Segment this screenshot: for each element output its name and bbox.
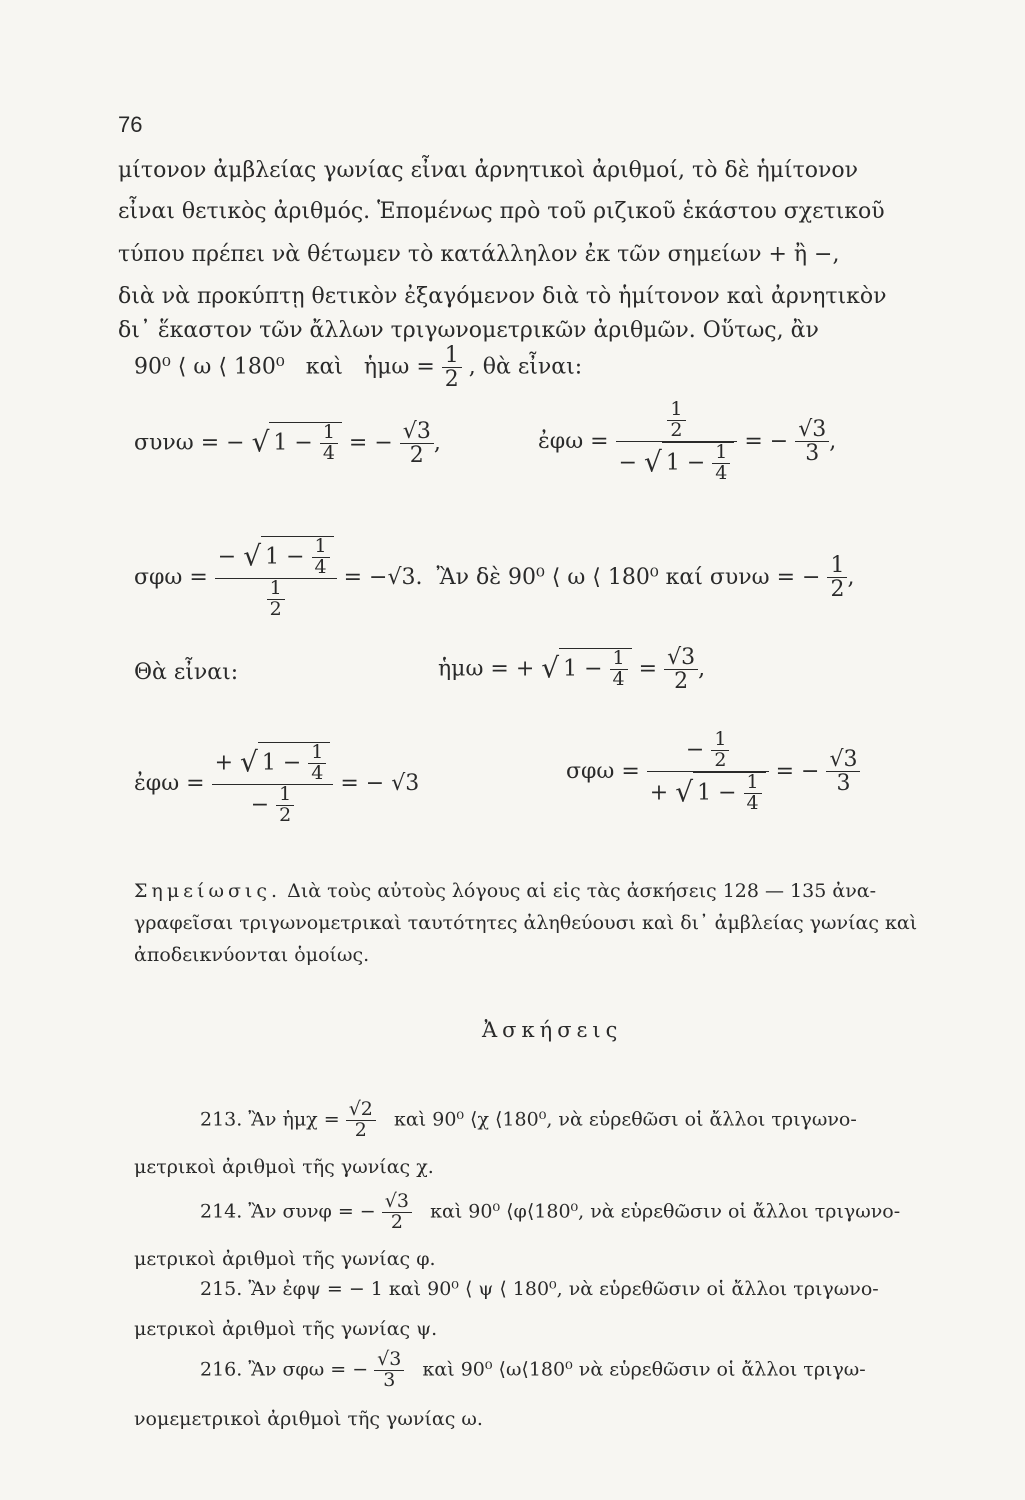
- inner-fraction: [667, 400, 685, 441]
- fraction-numerator: √3: [374, 1350, 404, 1371]
- fraction-denominator: 2: [390, 1210, 403, 1233]
- sqrt-content: [269, 422, 342, 464]
- fraction-numerator: 1: [827, 554, 847, 578]
- fraction-numerator: √3: [826, 748, 860, 772]
- synw-lhs: συνω = −: [134, 430, 245, 456]
- comma: ,: [433, 430, 441, 456]
- sqrt-icon: √: [243, 539, 262, 573]
- radicand-fraction: [320, 423, 338, 464]
- exercise-216-cont: νομεμετρικοὶ ἀριθμοὶ τῆς γωνίας ω.: [134, 1408, 483, 1430]
- synw-result: [400, 420, 434, 467]
- efw2-fraction: [212, 742, 334, 826]
- fraction-numerator: √3: [400, 420, 434, 444]
- condition-range: 90⁰ ⟨ ω ⟨ 180⁰: [134, 354, 285, 380]
- inner-fraction: [276, 782, 294, 826]
- fraction-denominator: 2: [409, 443, 424, 469]
- note-text-1: Διὰ τοὺς αὐτοὺς λόγους αἱ εἰς τὰς ἀσκήσεις 128 — 135 ἀνα-: [287, 880, 876, 902]
- condition-fraction: [442, 344, 462, 391]
- radicand-fraction: [312, 537, 330, 578]
- paragraph-line-5: δι᾽ ἕκαστον τῶν ἄλλων τριγωνομετρικῶν ἀριθμῶν. Οὕτως, ἂν: [118, 318, 819, 343]
- fraction-denominator: 3: [383, 1368, 396, 1391]
- fraction-denominator: 2: [354, 1118, 367, 1141]
- fraction-numerator: [616, 400, 738, 442]
- fraction-denominator: 3: [805, 441, 820, 467]
- fraction-numerator: 1: [712, 443, 730, 464]
- exercise-216: [200, 1350, 866, 1391]
- sfw1-last-fraction: [827, 554, 847, 601]
- radicand-fraction: [610, 649, 628, 690]
- radicand-text: 1 −: [261, 750, 309, 776]
- exercise-text: καὶ 90⁰ ⟨φ⟨180⁰, νὰ εὑρεθῶσιν οἱ ἄλλοι τριγωνο-: [430, 1200, 901, 1223]
- synw-eq: = −: [348, 430, 393, 456]
- radicand-text: 1 −: [697, 780, 744, 806]
- efw2-lhs: ἐφω =: [134, 770, 205, 796]
- radicand-text: 1 −: [563, 656, 610, 682]
- comma: ,: [847, 564, 855, 590]
- efw2-result: = − √3: [340, 770, 420, 796]
- radicand-fraction: [712, 440, 730, 484]
- fraction-denominator: 4: [746, 791, 759, 814]
- condition-kai: καὶ: [305, 354, 343, 380]
- fraction-numerator: 1: [320, 423, 338, 444]
- note-line-2: γραφεῖσαι τριγωνομετρικαὶ ταυτότητες ἀληθεύουσι καὶ δι᾽ ἀμβλείας γωνίας καὶ: [134, 912, 918, 934]
- fraction-numerator: √3: [382, 1192, 412, 1213]
- sqrt-content: [258, 742, 331, 784]
- sqrt-icon: √: [541, 651, 560, 685]
- exercise-start: 213. Ἂν ἡμχ =: [200, 1108, 340, 1131]
- fraction-numerator: 1: [308, 743, 326, 764]
- paragraph-line-2: εἶναι θετικὸς ἀριθμός. Ἑπομένως πρὸ τοῦ ριζικοῦ ἑκάστου σχετικοῦ: [118, 199, 885, 224]
- exercise-fraction: [382, 1192, 412, 1233]
- sfw1-fraction: [215, 536, 337, 620]
- condition-tail: , θὰ εἶναι:: [468, 354, 583, 380]
- paragraph-line-1: μίτονον ἀμβλείας γωνίας εἶναι ἀρνητικοὶ ἀριθμοί, τὸ δὲ ἡμίτονον: [118, 158, 859, 183]
- hmw-eq: =: [638, 656, 658, 682]
- equation-hmw: [438, 646, 705, 693]
- fraction-numerator: 1: [276, 785, 294, 806]
- sqrt-icon: √: [240, 745, 258, 779]
- exercise-start: 216. Ἂν σφω = −: [200, 1358, 369, 1381]
- fraction-denominator: 2: [830, 577, 845, 603]
- fraction-denominator: 4: [612, 668, 625, 691]
- fraction-numerator: √3: [664, 646, 698, 670]
- efw1-result: [795, 418, 829, 465]
- radicand-fraction: [744, 770, 762, 814]
- label-tha-einai: Θὰ εἶναι:: [134, 660, 239, 685]
- fraction-denominator: + √ 1 − $\frac{1}{4}$: [647, 772, 769, 814]
- comma: ,: [829, 428, 837, 454]
- exercise-213: [200, 1100, 857, 1141]
- fraction-numerator: + √ 1 − $\frac{1}{4}$: [212, 742, 334, 785]
- radicand-text: 1 −: [273, 430, 320, 456]
- fraction-numerator: 1: [610, 649, 628, 670]
- fraction-numerator: 1: [267, 579, 285, 600]
- sqrt-icon: √: [251, 425, 270, 459]
- sqrt-content: [693, 772, 766, 814]
- fraction-denominator: [215, 576, 337, 620]
- exercise-215-cont: μετρικοὶ ἀριθμοὶ τῆς γωνίας ψ.: [134, 1318, 438, 1340]
- exercise-fraction: [346, 1100, 376, 1141]
- sqrt-content: [261, 536, 334, 578]
- fraction-numerator: 1: [442, 344, 462, 368]
- fraction-denominator: 4: [715, 461, 728, 484]
- hmw-lhs: ἡμω = +: [438, 656, 535, 682]
- hmw-result: [664, 646, 698, 693]
- exercise-215: 215. Ἂν ἐφψ = − 1 καὶ 90⁰ ⟨ ψ ⟨ 180⁰, νὰ εὑρεθῶσιν οἱ ἄλλοι τριγωνο-: [200, 1278, 879, 1300]
- sfw1-result: = −√3.: [343, 564, 423, 590]
- sqrt-content: [559, 648, 632, 690]
- fraction-denominator: 2: [279, 803, 292, 826]
- condition-line: [134, 344, 582, 391]
- sqrt-icon: √: [644, 445, 662, 479]
- exercise-214: [200, 1192, 900, 1233]
- equation-sfw2: [566, 730, 860, 814]
- fraction-numerator: √3: [795, 418, 829, 442]
- fraction-denominator: 2: [714, 748, 727, 771]
- comma: ,: [698, 656, 706, 682]
- fraction-denominator: 4: [314, 555, 327, 578]
- fraction-numerator: 1: [312, 537, 330, 558]
- fraction-numerator: − √ 1 − $\frac{1}{4}$: [215, 536, 337, 579]
- page-number: 76: [118, 112, 143, 137]
- exercise-text: καὶ 90⁰ ⟨ω⟨180⁰ νὰ εὑρεθῶσιν οἱ ἄλλοι τριγω-: [422, 1358, 866, 1381]
- inner-fraction: [711, 730, 729, 771]
- exercise-214-cont: μετρικοὶ ἀριθμοὶ τῆς γωνίας φ.: [134, 1248, 436, 1270]
- equation-sfw1: [134, 536, 854, 620]
- sfw2-lhs: σφω =: [566, 758, 640, 784]
- exercise-fraction: [374, 1350, 404, 1391]
- exercise-text: καὶ 90⁰ ⟨χ ⟨180⁰, νὰ εὑρεθῶσι οἱ ἄλλοι τριγωνο-: [394, 1108, 857, 1131]
- fraction-numerator: 1: [711, 730, 729, 751]
- sfw2-eq: = −: [775, 758, 820, 784]
- condition-fn: ἡμω =: [363, 354, 435, 380]
- sfw1-lhs: σφω =: [134, 564, 208, 590]
- efw1-eq: = −: [744, 428, 789, 454]
- paragraph-line-4: διὰ νὰ προκύπτῃ θετικὸν ἐξαγόμενον διὰ τὸ ἡμίτονον καὶ ἀρνητικὸν: [118, 284, 887, 309]
- note-label: Σημείωσις.: [134, 880, 282, 902]
- exercises-heading: Ἀσκήσεις: [482, 1018, 623, 1042]
- sfw2-fraction: [647, 730, 769, 814]
- sqrt-icon: √: [675, 775, 694, 809]
- fraction-denominator: 3: [836, 771, 851, 797]
- sqrt-content: [662, 442, 735, 484]
- radicand-text: 1 −: [265, 544, 312, 570]
- fraction-denominator: 4: [311, 761, 324, 784]
- fraction-numerator: 1: [667, 400, 685, 421]
- fraction-numerator: 1: [744, 773, 762, 794]
- sfw2-result: [826, 748, 860, 795]
- fraction-numerator: √2: [346, 1100, 376, 1121]
- fraction-denominator: 4: [322, 442, 335, 465]
- sfw1-text: Ἂν δὲ 90⁰ ⟨ ω ⟨ 180⁰ καί συνω = −: [436, 564, 821, 590]
- radicand-text: 1 −: [665, 450, 713, 476]
- equation-synw: [134, 420, 441, 467]
- paragraph-line-3: τύπου πρέπει νὰ θέτωμεν τὸ κατάλληλον ἐκ τῶν σημείων + ἢ −,: [118, 242, 840, 267]
- fraction-numerator: − $\frac{1}{2}$: [647, 730, 769, 772]
- inner-fraction: [267, 576, 285, 620]
- fraction-denominator: 2: [269, 597, 282, 620]
- radicand-fraction: [308, 743, 326, 784]
- fraction-denominator: − √ 1 − $\frac{1}{4}$: [616, 442, 738, 484]
- fraction-denominator: − $\frac{1}{2}$: [212, 785, 334, 826]
- exercise-213-cont: μετρικοὶ ἀριθμοὶ τῆς γωνίας χ.: [134, 1156, 434, 1178]
- fraction-denominator: 2: [670, 418, 683, 441]
- equation-efw1: [538, 400, 836, 484]
- efw1-lhs: ἐφω =: [538, 428, 609, 454]
- fraction-denominator: 2: [674, 669, 689, 695]
- note-line-1: [134, 880, 876, 902]
- equation-efw2: [134, 742, 419, 826]
- note-line-3: ἀποδεικνύονται ὁμοίως.: [134, 944, 370, 966]
- exercise-start: 214. Ἂν συνφ = −: [200, 1200, 376, 1223]
- fraction-denominator: 2: [444, 367, 459, 393]
- efw1-fraction: [616, 400, 738, 484]
